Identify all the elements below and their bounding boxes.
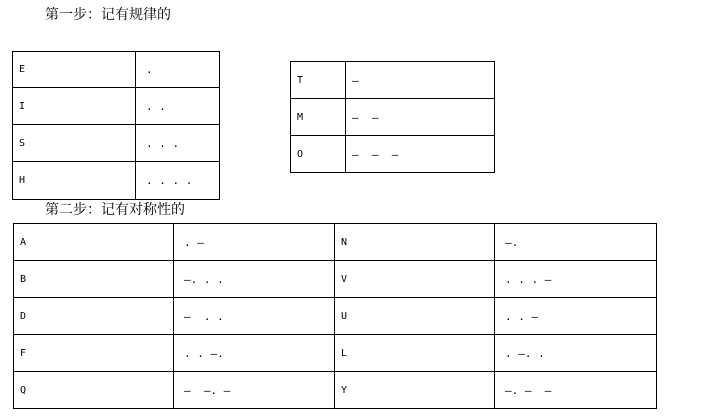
code-cell: . . . . — [136, 162, 220, 200]
table-row — [291, 99, 495, 136]
table-row — [13, 125, 220, 162]
letter-cell: U — [335, 298, 495, 335]
letter-cell: I — [13, 88, 136, 125]
letter-cell: M — [291, 99, 346, 136]
table-row — [14, 224, 657, 261]
table-row — [13, 88, 220, 125]
code-cell: —. — — — [495, 372, 657, 409]
table-row — [14, 261, 657, 298]
code-cell: . — [136, 52, 220, 88]
letter-cell: Y — [335, 372, 495, 409]
letter-cell: N — [335, 224, 495, 261]
dots-table — [12, 51, 220, 200]
code-cell: . . . — — [495, 261, 657, 298]
code-cell: . . . — [136, 125, 220, 162]
table-row — [14, 372, 657, 409]
step1-title: 第一步：记有规律的 — [45, 7, 171, 23]
table-row — [13, 52, 220, 88]
letter-cell: A — [14, 224, 174, 261]
table-row — [14, 335, 657, 372]
code-cell: — — — [346, 99, 495, 136]
code-cell: — — [346, 62, 495, 99]
letter-cell: D — [14, 298, 174, 335]
table-row — [14, 298, 657, 335]
table-row — [291, 136, 495, 173]
letter-cell: H — [13, 162, 136, 200]
code-cell: . . — [136, 88, 220, 125]
letter-cell: E — [13, 52, 136, 88]
letter-cell: O — [291, 136, 346, 173]
code-cell: —. — [495, 224, 657, 261]
step2-title: 第二步：记有对称性的 — [45, 202, 185, 218]
letter-cell: V — [335, 261, 495, 298]
code-cell: . . —. — [174, 335, 335, 372]
code-cell: . —. . — [495, 335, 657, 372]
letter-cell: F — [14, 335, 174, 372]
table-row — [13, 162, 220, 200]
letter-cell: Q — [14, 372, 174, 409]
letter-cell: B — [14, 261, 174, 298]
letter-cell: T — [291, 62, 346, 99]
letter-cell: S — [13, 125, 136, 162]
dashes-table — [290, 61, 495, 173]
code-cell: . — — [174, 224, 335, 261]
letter-cell: L — [335, 335, 495, 372]
code-cell: — — — — [346, 136, 495, 173]
code-cell: —. . . — [174, 261, 335, 298]
symmetric-table — [13, 223, 657, 409]
code-cell: — . . — [174, 298, 335, 335]
code-cell: . . — — [495, 298, 657, 335]
code-cell: — —. — — [174, 372, 335, 409]
table-row — [291, 62, 495, 99]
